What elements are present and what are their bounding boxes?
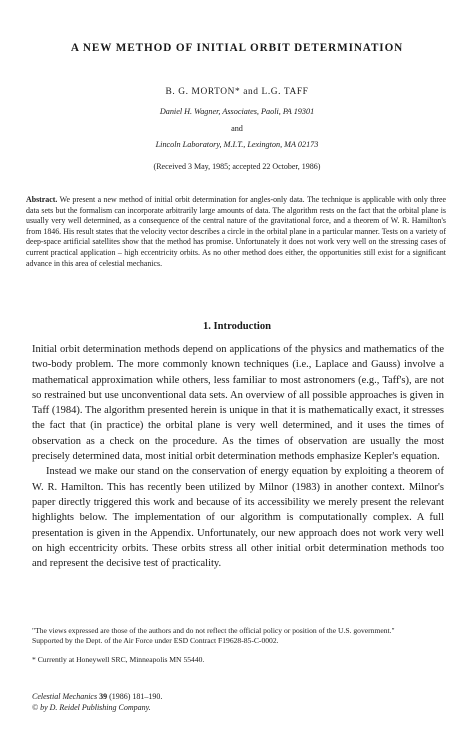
journal-pages: (1986) 181–190. bbox=[109, 692, 163, 701]
journal-copyright: © by D. Reidel Publishing Company. bbox=[32, 702, 151, 712]
received-dates: (Received 3 May, 1985; accepted 22 October, 1986) bbox=[153, 162, 321, 171]
journal-info bbox=[32, 692, 162, 713]
section-heading: 1. Introduction bbox=[202, 321, 272, 332]
footnotes bbox=[32, 626, 444, 665]
author-conjunction: and bbox=[231, 124, 243, 133]
abstract-text: We present a new method of initial orbit determination for angles-only data. The technique is applicable with only three data sets but the formalism can incorporate arbitrarily large amounts of data. The algorithm rests on the fact that the orbital plane is usually very well determined, as a consequence of the central nature of the gravitational force, and a theorem of W. R. Hamilton's from 1846. His result states that the velocity vector describes a circle in the orbital plane in a particular manner. Tests on a variety of deep-space artificial satellites show that the method has promise. Unfortunately it does not work very well on the stressing cases of current practical application – high eccentricity orbits. As no other method does either, the opportunities still exist for a significant advance in this area of celestial mechanics. bbox=[26, 195, 446, 268]
footnote-support: Supported by the Dept. of the Air Force under ESD Contract F19628-85-C-0002. bbox=[32, 636, 279, 645]
journal-citation bbox=[32, 692, 162, 703]
paragraph: Instead we make our stand on the conservation of energy equation by exploiting a theorem of W. R. Hamilton. This has recently been utilized by Milnor (1983) in another context. Milnor's paper directly triggered this work and because of its accessibility we merely present the relevant highlights below. The implementation of our algorithm is computationally complex. A full presentation is given in the Appendix. Unfortunately, our new approach does not work very well on high eccentricity orbits. These orbits stress all other initial orbit determination methods too and represent the decisive test of practicality. bbox=[32, 466, 444, 570]
body-text bbox=[32, 342, 444, 571]
paragraph: Initial orbit determination methods depend on applications of the physics and mathematics of the two-body problem. The more commonly known techniques (i.e., Laplace and Gauss) involve a mathematical approximation while others, less familiar to most astronomers (e.g., Taff's), are not so restrained but use unconventional data sets. An overview of all possible approaches is given in Taff (1984). The algorithm presented herein is unique in that it is mathematically exact, it stresses the fact that (in practice) the orbital plane is very well determined, and it uses the times of observation as a check on the procedure. As the times of observation are usually the most precisely determined data, most initial orbit determination methods emphasize Kepler's equation. bbox=[32, 344, 444, 463]
footnote-current-address: * Currently at Honeywell SRC, Minneapolis MN 55440. bbox=[32, 655, 205, 664]
abstract bbox=[26, 195, 446, 269]
journal-volume: 39 bbox=[99, 692, 108, 701]
paper-title: A NEW METHOD OF INITIAL ORBIT DETERMINATION bbox=[70, 42, 404, 54]
footnote-disclaimer: "The views expressed are those of the authors and do not reflect the official policy or position of the U.S. government." bbox=[32, 626, 395, 635]
author-line: B. G. MORTON* and L.G. TAFF bbox=[165, 87, 309, 97]
abstract-label: Abstract. bbox=[26, 195, 58, 204]
affiliation-1: Daniel H. Wagner, Associates, Paoli, PA 19301 bbox=[159, 107, 315, 116]
affiliation-2: Lincoln Laboratory, M.I.T., Lexington, MA 02173 bbox=[155, 140, 319, 149]
journal-name: Celestial Mechanics bbox=[32, 692, 98, 701]
